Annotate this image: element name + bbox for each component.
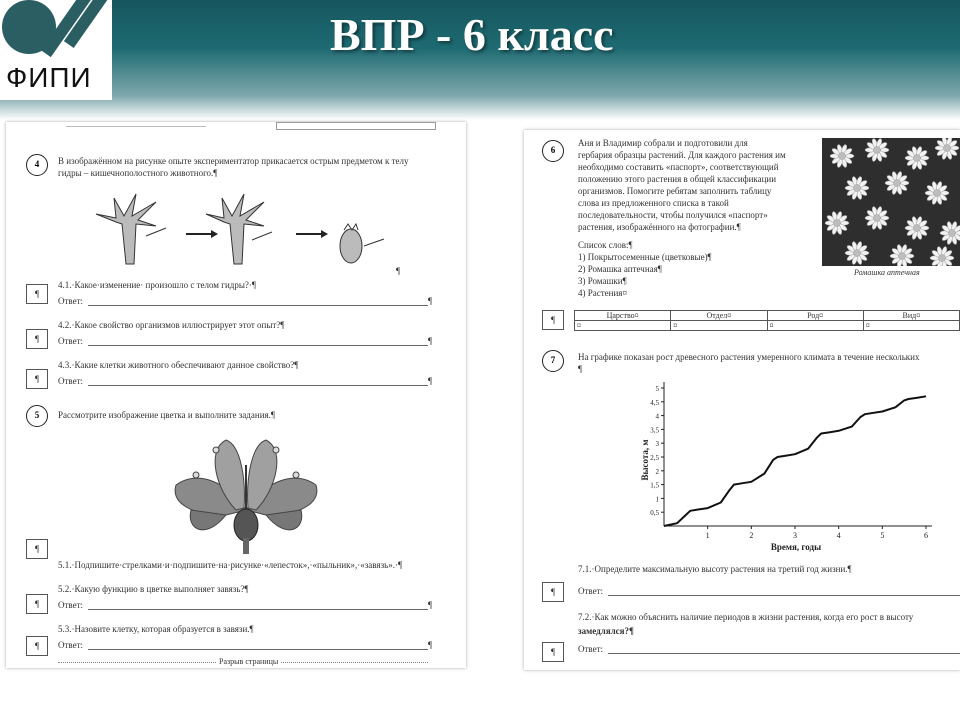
chart-y-tick-label: 4,5	[650, 398, 659, 407]
q4-1-answer-line[interactable]	[88, 305, 428, 306]
q6-text-line: растения, изображённого на фотографии.¶	[578, 222, 741, 232]
q6-text-line: Аня и Владимир собрали и подготовили для	[578, 138, 748, 148]
pilcrow-mark: ¶	[428, 600, 433, 610]
chart-y-tick-label: 3,5	[650, 426, 659, 435]
slide-header	[0, 0, 960, 120]
q4-3-text: 4.3.·Какие клетки животного обеспечивают данное свойство?¶	[58, 360, 299, 370]
table-cell[interactable]: ¤	[671, 321, 767, 331]
q6-text-line: слова из предложенного списка в такой	[578, 198, 729, 208]
daisy-center-icon	[854, 250, 861, 257]
needle-icon	[146, 228, 166, 236]
table-cell[interactable]: ¤	[863, 321, 959, 331]
anther-icon	[273, 447, 279, 453]
score-box-7-1[interactable]: ¶	[542, 582, 564, 602]
chart-y-tick-label: 1,5	[650, 481, 659, 490]
q5-2-answer-label: Ответ:	[58, 600, 84, 610]
q5-3-answer-line[interactable]	[88, 649, 428, 650]
q7-1-answer-line[interactable]	[608, 595, 960, 596]
table-header-genus: Род¤	[767, 311, 863, 321]
page-break-label: Разрыв страницы	[216, 657, 281, 666]
header-line	[66, 126, 206, 127]
chart-y-tick-label: 3	[655, 440, 659, 449]
q7-text: На графике показан рост древесного растения умеренного климата в течение нескольких	[578, 352, 920, 362]
question-number-4: 4	[26, 154, 48, 176]
header-field	[276, 122, 436, 130]
table-cell[interactable]: ¤	[767, 321, 863, 331]
pilcrow-mark: ¶	[578, 364, 583, 374]
daisy-center-icon	[914, 225, 921, 232]
needle-icon	[252, 232, 272, 240]
slide-title: ВПР - 6 класс	[330, 9, 614, 60]
chart-x-tick-label: 6	[924, 531, 928, 540]
q5-3-answer-label: Ответ:	[58, 640, 84, 650]
anther-icon	[293, 472, 299, 478]
pilcrow-mark: ¶	[428, 376, 433, 386]
chart-y-tick-label: 2	[655, 467, 659, 476]
q6-text-line: необходимо составить «паспорт», соответствующий	[578, 162, 779, 172]
q6-text-line: положению этого растения в общей классификации	[578, 174, 777, 184]
daisy-center-icon	[939, 255, 946, 262]
score-box-5-1[interactable]: ¶	[26, 539, 48, 559]
chart-y-tick-label: 2,5	[650, 454, 659, 462]
question-number-5: 5	[26, 405, 48, 427]
q5-text: Рассмотрите изображение цветка и выполните задания.¶	[58, 410, 275, 420]
chart-x-tick-label: 2	[749, 531, 754, 540]
word-list-item: 3) Ромашки¶	[578, 276, 627, 286]
needle-icon	[364, 239, 384, 246]
q7-1-text: 7.1.·Определите максимальную высоту растения на третий год жизни.¶	[578, 564, 852, 574]
chart-x-tick-label: 4	[836, 531, 841, 540]
q5-1-text: 5.1.·Подпишите·стрелками·и·подпишите·на·рисунке·«лепесток»,·«пыльник»,·«завязь».·¶	[58, 560, 403, 570]
daisy-center-icon	[894, 180, 901, 187]
score-box-6[interactable]: ¶	[542, 310, 564, 330]
daisy-center-icon	[944, 145, 951, 152]
hydra-2-icon	[206, 194, 264, 264]
score-box-4-1[interactable]: ¶	[26, 284, 48, 304]
table-header-kingdom: Царство¤	[575, 311, 671, 321]
score-box-4-2[interactable]: ¶	[26, 329, 48, 349]
daisy-center-icon	[914, 155, 921, 162]
daisy-center-icon	[949, 230, 956, 237]
pilcrow-mark: ¶	[428, 336, 433, 346]
q7-2-text-cont: замедлялся?¶	[578, 626, 634, 636]
daisy-center-icon	[834, 220, 841, 227]
chart-y-tick-label: 5	[655, 385, 659, 393]
fipi-logo	[0, 0, 112, 100]
table-cell[interactable]: ¤	[575, 321, 671, 331]
q4-3-answer-label: Ответ:	[58, 376, 84, 386]
score-box-7-2[interactable]: ¶	[542, 642, 564, 662]
flower-illustration	[166, 430, 326, 555]
q6-text-line: гербария образцы растений. Для каждого растения им	[578, 150, 786, 160]
q6-text-line: последовательности, чтобы получился «паспорт»	[578, 210, 768, 220]
q7-1-answer-label: Ответ:	[578, 586, 604, 596]
chart-x-tick-label: 5	[880, 531, 885, 540]
q7-2-text: 7.2.·Как можно объяснить наличие периодов в жизни растения, когда его рост в высоту	[578, 612, 914, 622]
chart-y-axis-label: Высота, м	[640, 439, 650, 481]
ovary-icon	[234, 509, 258, 541]
q4-text-2: гидры – кишечнополостного животного.¶	[58, 168, 218, 178]
word-list-title: Список слов:¶	[578, 240, 633, 250]
hydra-contracted-icon	[340, 224, 362, 263]
anther-icon	[193, 472, 199, 478]
chart-y-tick-label: 1	[655, 495, 659, 504]
q4-1-text: 4.1.·Какое·изменение· произошло с телом гидры?·¶	[58, 280, 256, 290]
left-document-page	[6, 122, 466, 668]
arrow-head-icon	[321, 230, 328, 238]
chart-x-tick-label: 1	[705, 531, 710, 540]
passport-table	[574, 310, 960, 331]
photo-caption: Ромашка аптечная	[854, 268, 920, 277]
q4-1-answer-label: Ответ:	[58, 296, 84, 306]
hydra-1-icon	[96, 194, 156, 264]
score-box-5-2[interactable]: ¶	[26, 594, 48, 614]
chart-x-tick-label: 3	[793, 531, 797, 540]
hydra-experiment-illustration	[86, 184, 416, 274]
q4-3-answer-line[interactable]	[88, 385, 428, 386]
pilcrow-mark: ¶	[396, 266, 401, 276]
question-number-6: 6	[542, 140, 564, 162]
stem-icon	[243, 538, 249, 554]
table-header-species: Вид¤	[863, 311, 959, 321]
q4-2-answer-line[interactable]	[88, 345, 428, 346]
daisy-center-icon	[899, 253, 906, 260]
question-number-7: 7	[542, 350, 564, 372]
q4-2-answer-label: Ответ:	[58, 336, 84, 346]
word-list-item: 1) Покрытосеменные (цветковые)¶	[578, 252, 712, 262]
q7-2-answer-line[interactable]	[608, 653, 960, 654]
word-list-item: 2) Ромашка аптечная¶	[578, 264, 662, 274]
q5-2-text: 5.2.·Какую функцию в цветке выполняет завязь?¶	[58, 584, 249, 594]
growth-curve-line	[664, 396, 926, 526]
pilcrow-mark: ¶	[428, 296, 433, 306]
score-box-5-3[interactable]: ¶	[26, 636, 48, 656]
right-document-page	[524, 130, 960, 670]
q5-3-text: 5.3.·Назовите клетку, которая образуется в завязи.¶	[58, 624, 254, 634]
arrow-head-icon	[211, 230, 218, 238]
growth-chart	[634, 376, 934, 554]
chart-y-tick-label: 0,5	[650, 509, 659, 518]
daisy-center-icon	[934, 190, 941, 197]
chamomile-photo	[822, 138, 960, 266]
table-header-division: Отдел¤	[671, 311, 767, 321]
logo-text: ФИПИ	[6, 62, 92, 93]
q4-2-text: 4.2.·Какое свойство организмов иллюстрирует этот опыт?¶	[58, 320, 285, 330]
q4-text: В изображённом на рисунке опыте экспериментатор прикасается острым предметом к телу	[58, 156, 409, 166]
daisy-center-icon	[854, 185, 861, 192]
q5-2-answer-line[interactable]	[88, 609, 428, 610]
daisy-center-icon	[874, 147, 881, 154]
pilcrow-mark: ¶	[428, 640, 433, 650]
daisy-center-icon	[839, 153, 846, 160]
q7-2-answer-label: Ответ:	[578, 644, 604, 654]
word-list-item: 4) Растения¤	[578, 288, 627, 298]
score-box-4-3[interactable]: ¶	[26, 369, 48, 389]
chart-x-axis-label: Время, годы	[770, 542, 822, 552]
q6-text-line: организмов. Помогите ребятам заполнить таблицу	[578, 186, 772, 196]
anther-icon	[213, 447, 219, 453]
daisy-center-icon	[874, 215, 881, 222]
chart-y-tick-label: 4	[655, 412, 659, 421]
